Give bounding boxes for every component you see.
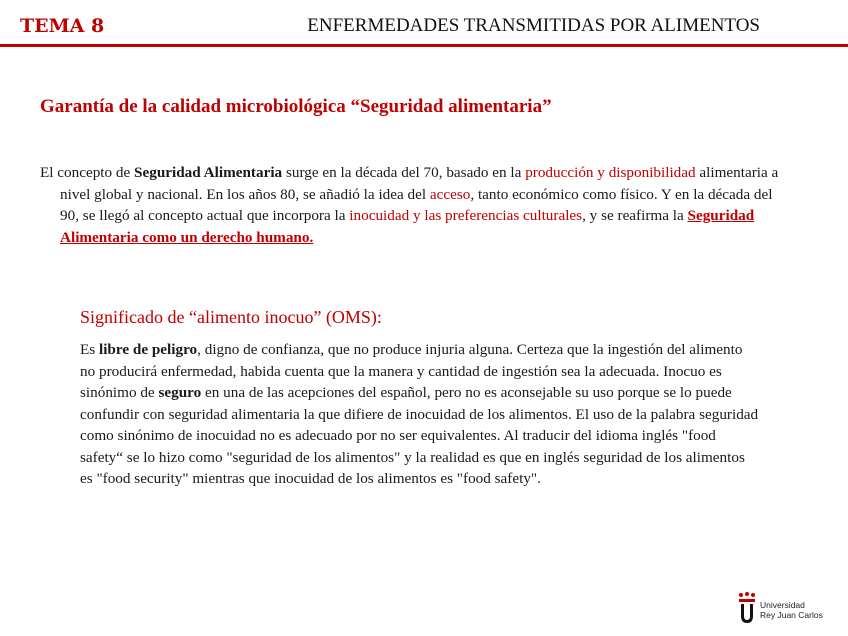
text-span: , y se reafirma la: [582, 207, 688, 224]
logo-text: [760, 600, 823, 620]
header-divider: [0, 44, 848, 47]
urjc-crown-icon: [736, 592, 758, 626]
text-span: , tanto económico como físico. Y en la década del 90, se llegó al concepto actual que incorpora la: [60, 185, 773, 224]
highlight-span: inocuidad y las preferencias culturales: [349, 207, 583, 224]
tema-label: TEMA 8: [20, 15, 105, 37]
bold-span: seguro: [158, 384, 202, 401]
text-span: Es: [80, 341, 99, 358]
university-logo: [736, 592, 828, 626]
slide-header: [0, 0, 848, 46]
logo-line-2: Rey Juan Carlos: [760, 610, 823, 620]
header-title: ENFERMEDADES TRANSMITIDAS POR ALIMENTOS: [307, 15, 760, 36]
subsection-title: Significado de “alimento inocuo” (OMS):: [80, 307, 382, 327]
text-span: El concepto de: [40, 164, 135, 181]
highlight-span: acceso: [429, 185, 471, 203]
text-span: , digno de confianza, que no produce injuria alguna. Certeza que la ingestión del alimento no producirá enfermedad, habida cuenta que la manera y cantidad de ingestión sea la adecuada. Inocuo es sinónimo de: [80, 341, 743, 401]
logo-line-1: Universidad: [760, 600, 805, 610]
bold-span: libre de peligro: [98, 341, 198, 358]
paragraph-alimento-inocuo: [80, 339, 760, 490]
text-span: surge en la década del 70, basado en la: [282, 164, 526, 181]
section-title: Garantía de la calidad microbiológica “Seguridad alimentaria”: [40, 96, 552, 117]
highlight-span: producción y disponibilidad: [525, 164, 696, 181]
bold-span: Seguridad Alimentaria: [134, 164, 283, 181]
text-span: alimentaria a nivel global y nacional. En los años 80, se añadió la idea del: [60, 164, 779, 203]
emphasis-span: Seguridad Alimentaria como un derecho humano.: [60, 207, 755, 246]
paragraph-seguridad-alimentaria: [40, 162, 780, 248]
text-span: en una de las acepciones del español, pero no es aconsejable su uso porque se lo puede confundir con seguridad alimentaria la que difiere de inocuidad de los alimentos. El uso de la palabra seguridad como sinónimo de inocuidad no es adecuado por no ser equivalentes. Al traducir del idioma inglés "food safety“ se lo hizo como "seguridad de los alimentos" y la realidad es que en inglés seguridad de los alimentos es "food security" mientras que inocuidad de los alimentos es "food safety".: [80, 384, 759, 487]
